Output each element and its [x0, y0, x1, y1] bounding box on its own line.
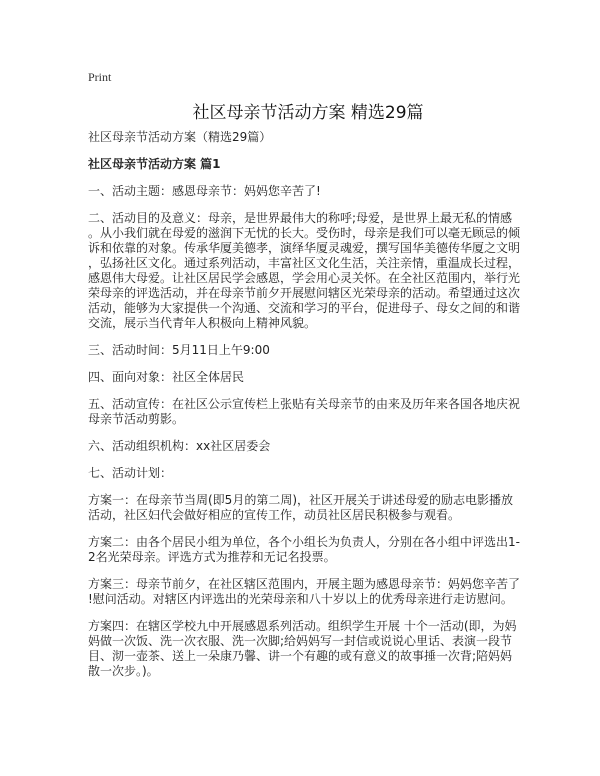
paragraph-line: ，弘扬社区文化。通过系列活动，丰富社区文化生活，关注亲情，重温成长过程， — [88, 256, 521, 270]
paragraph-line: 方案二：由各个居民小组为单位，各个小组长为负责人，分别在各小组中评选出1- — [88, 535, 520, 549]
paragraph — [88, 211, 528, 331]
paragraph-line: !慰问活动。对辖区内评选出的光荣母亲和八十岁以上的优秀母亲进行走访慰问。 — [88, 592, 513, 606]
paragraph — [88, 184, 528, 199]
paragraph-line: 荣母亲的评选活动，并在母亲节前夕开展慰问辖区光荣母亲的活动。希望通过这次 — [88, 286, 521, 300]
paragraph-line: 五、活动宣传：在社区公示宣传栏上张贴有关母亲节的由来及历年来各国各地庆祝 — [88, 397, 521, 411]
paragraph — [88, 397, 528, 427]
paragraph-line: 活动，能够为大家提供一个沟通、交流和学习的平台，促进母子、母女之间的和谐 — [88, 301, 521, 315]
paragraph — [88, 370, 528, 385]
paragraph-line: 2名光荣母亲。评选方式为推荐和无记名投票。 — [88, 550, 336, 564]
document-subtitle: 社区母亲节活动方案（精选29篇） — [88, 130, 272, 144]
paragraph-line: 妈做一次饭、洗一次衣服、洗一次脚;给妈妈写一封信或说说心里话、表演一段节 — [88, 634, 513, 648]
print-label[interactable]: Print — [88, 70, 112, 84]
paragraph-line: 。从小我们就在母爱的滋润下无忧的长大。受伤时，母亲是我们可以毫无顾忌的倾 — [88, 226, 521, 240]
paragraph-line: 交流，展示当代青年人积极向上精神风貌。 — [88, 316, 317, 330]
page-title: 社区母亲节活动方案 精选29篇 — [192, 103, 424, 123]
paragraph-line: 散一次步。)。 — [88, 664, 159, 678]
paragraph — [88, 577, 528, 607]
paragraph — [88, 535, 528, 565]
document-body — [88, 184, 528, 679]
paragraph — [88, 343, 528, 358]
section-heading: 社区母亲节活动方案 篇1 — [88, 157, 221, 171]
paragraph-line: 一、活动主题：感恩母亲节：妈妈您辛苦了! — [88, 184, 321, 198]
paragraph-line: 四、面向对象：社区全体居民 — [88, 370, 245, 384]
paragraph-line: 活动，社区妇代会做好相应的宣传工作，动员社区居民积极参与观看。 — [88, 508, 461, 522]
paragraph-line: 方案四：在辖区学校九中开展感恩系列活动。组织学生开展 十个一活动(即，为妈 — [88, 619, 517, 633]
paragraph-line: 二、活动目的及意义：母亲，是世界最伟大的称呼;母爱，是世界上最无私的情感 — [88, 211, 513, 225]
paragraph-line: 六、活动组织机构：xx社区居委会 — [88, 439, 271, 453]
paragraph-line: 七、活动计划： — [88, 466, 173, 480]
paragraph-line: 方案三：母亲节前夕，在社区辖区范围内，开展主题为感恩母亲节：妈妈您辛苦了 — [88, 577, 521, 591]
document-page — [88, 70, 528, 691]
paragraph-line: 三、活动时间：5月11日上午9:00 — [88, 343, 270, 357]
paragraph — [88, 439, 528, 454]
paragraph-line: 方案一：在母亲节当周(即5月的第二周)，社区开展关于讲述母爱的励志电影播放 — [88, 493, 514, 507]
paragraph-line: 诉和依靠的对象。传承华厦美德孝，演绎华厦灵魂爱，撰写国华美德传华厦之文明 — [88, 241, 521, 255]
paragraph-line: 感恩伟大母爱。让社区居民学会感恩，学会用心灵关怀。在全社区范围内，举行光 — [88, 271, 521, 285]
paragraph-line: 目、沏一壶茶、送上一朵康乃馨、讲一个有趣的或有意义的故事捶一次背;陪妈妈 — [88, 649, 513, 663]
paragraph — [88, 466, 528, 481]
paragraph — [88, 619, 528, 679]
paragraph — [88, 493, 528, 523]
paragraph-line: 母亲节活动剪影。 — [88, 412, 185, 426]
